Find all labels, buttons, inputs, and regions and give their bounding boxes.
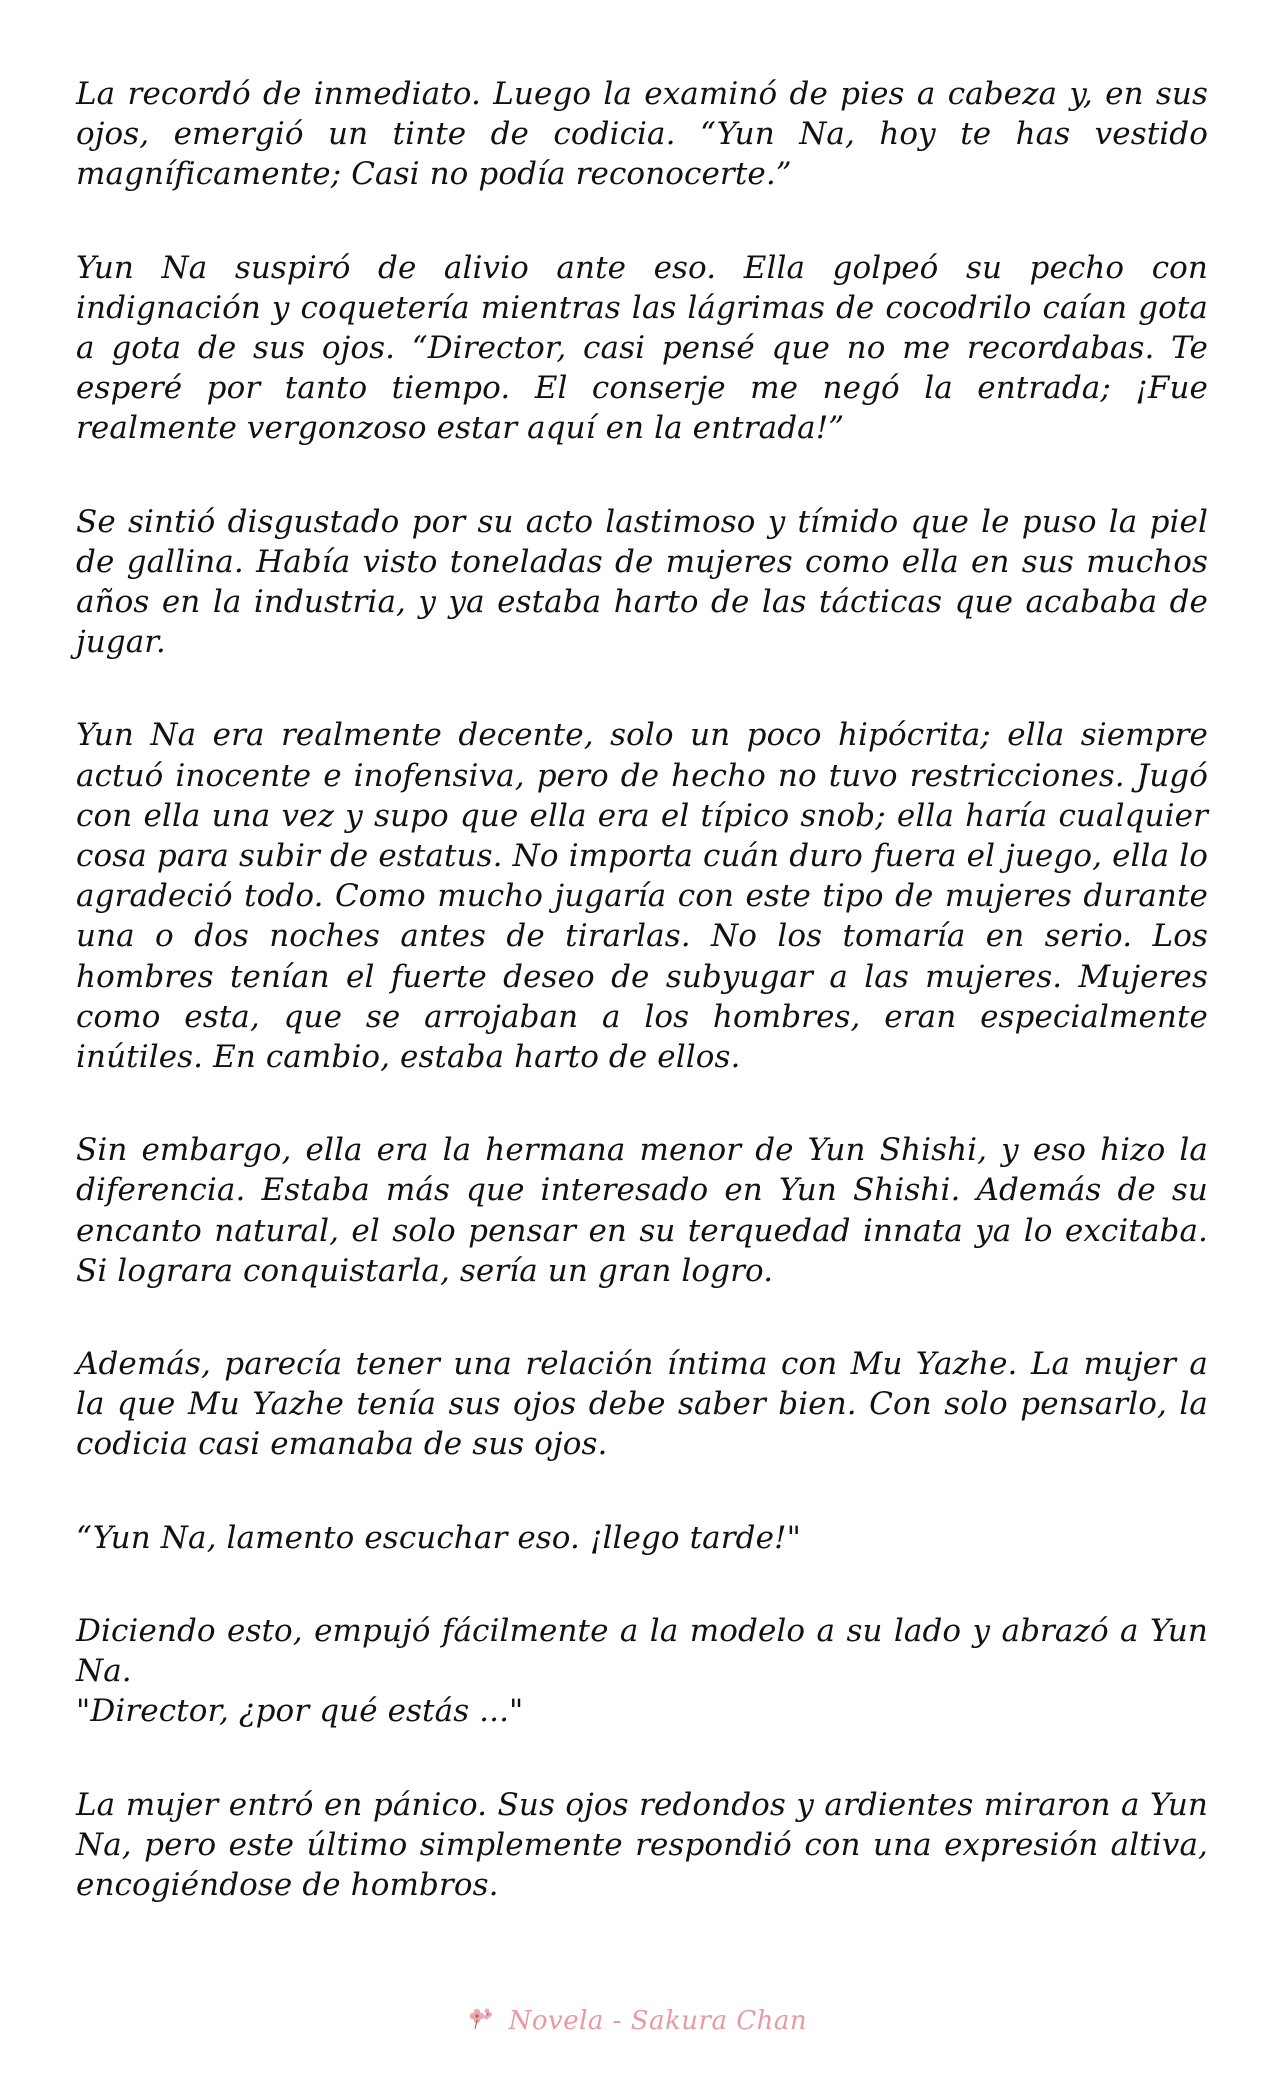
paragraph-7: “Yun Na, lamento escuchar eso. ¡llego tarde!" <box>76 1519 801 1556</box>
paragraph-3: Se sintió disgustado por su acto lastimoso y tímido que le puso la piel de gallina. Había visto toneladas de mujeres como ella en sus muchos años en la industria, y ya estaba harto de las tácticas que acababa de jugar. <box>76 503 1208 661</box>
watermark <box>0 2005 1275 2036</box>
paragraph-4: Yun Na era realmente decente, solo un poco hipócrita; ella siempre actuó inocente e inofensiva, pero de hecho no tuvo restricciones. Jugó con ella una vez y supo que ella era el típico snob; ella haría cualquier cosa para subir de estatus. No importa cuán duro fuera el juego, ella lo agradeció todo. Como mucho jugaría con este tipo de mujeres durante una o dos noches antes de tirarlas. No los tomaría en serio. Los hombres tenían el fuerte deseo de subyugar a las mujeres. Mujeres como esta, que se arrojaban a los hombres, eran especialmente inútiles. En cambio, estaba harto de ellos. <box>76 717 1208 1076</box>
paragraph-1: La recordó de inmediato. Luego la examinó de pies a cabeza y, en sus ojos, emergió un tinte de codicia. “Yun Na, hoy te has vestido magníficamente; Casi no podía reconocerte.” <box>76 76 1208 193</box>
paragraph-5: Sin embargo, ella era la hermana menor de Yun Shishi, y eso hizo la diferencia. Estaba más que interesado en Yun Shishi. Además de su encanto natural, el solo pensar en su terquedad innata ya lo excitaba. Si lograra conquistarla, sería un gran logro. <box>76 1132 1208 1289</box>
paragraph-10: La mujer entró en pánico. Sus ojos redondos y ardientes miraron a Yun Na, pero este último simplemente respondió con una expresión altiva, encogiéndose de hombros. <box>76 1786 1208 1903</box>
paragraph-9: "Director, ¿por qué estás ..." <box>76 1693 524 1730</box>
paragraph-8: Diciendo esto, empujó fácilmente a la modelo a su lado y abrazó a Yun Na. <box>76 1612 1208 1690</box>
paragraph-2: Yun Na suspiró de alivio ante eso. Ella golpeó su pecho con indignación y coquetería mientras las lágrimas de cocodrilo caían gota a gota de sus ojos. “Director, casi pensé que no me recordabas. Te esperé por tanto tiempo. El conserje me negó la entrada; ¡Fue realmente vergonzoso estar aquí en la entrada!” <box>76 249 1208 447</box>
paragraph-6: Además, parecía tener una relación íntima con Mu Yazhe. La mujer a la que Mu Yazhe tenía sus ojos debe saber bien. Con solo pensarlo, la codicia casi emanaba de sus ojos. <box>76 1346 1208 1463</box>
watermark-text: Novela - Sakura Chan <box>508 2006 808 2036</box>
sakura-flower-icon <box>468 2005 494 2031</box>
document-page <box>76 74 1208 1958</box>
